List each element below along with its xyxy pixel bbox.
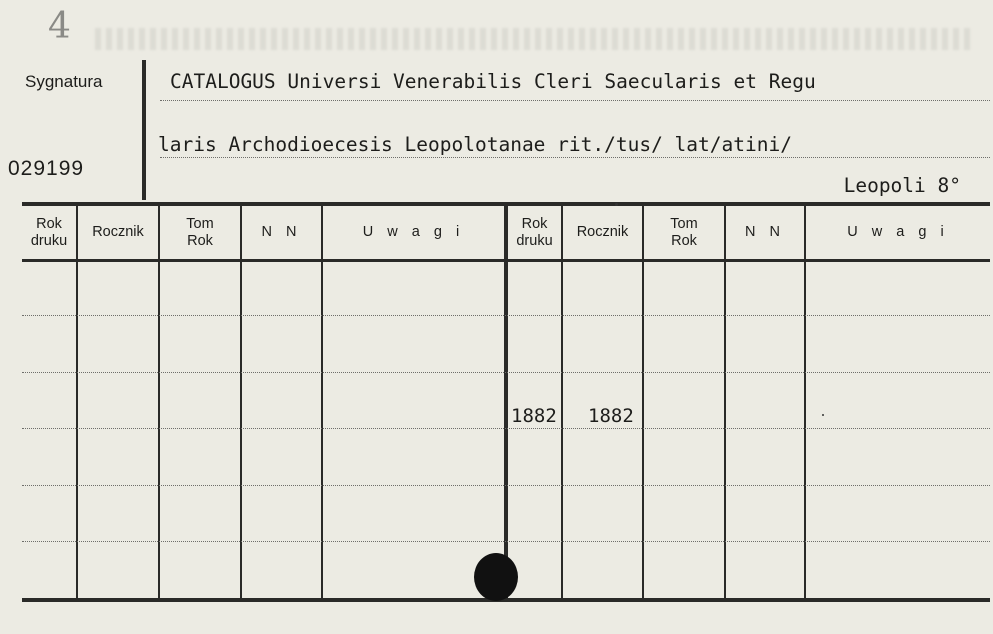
entry-rok-druku: 1882 <box>511 405 557 427</box>
column-line <box>321 205 323 598</box>
title-dotted-rule-1 <box>160 100 990 101</box>
column-line <box>642 205 644 598</box>
title-dotted-rule-2 <box>160 157 990 158</box>
ink-speck <box>615 203 618 206</box>
column-line <box>724 205 726 598</box>
header-rok-druku-right: Rok druku <box>516 215 553 249</box>
title-line-3: Leopoli 8° <box>843 174 961 197</box>
title-line-1: CATALOGUS Universi Venerabilis Cleri Saecularis et Regu <box>170 70 816 93</box>
title-line-2: laris Archodioecesis Leopolotanae rit./tus/ lat/atini/ <box>158 133 792 156</box>
ink-speck <box>822 414 824 416</box>
row-dotted-rule <box>22 541 990 542</box>
header-uwagi-left: U w a g i <box>362 224 465 240</box>
signature-label: Sygnatura <box>25 72 103 91</box>
row-dotted-rule <box>22 428 990 429</box>
row-dotted-rule <box>22 485 990 486</box>
row-dotted-rule <box>22 372 990 373</box>
signature-number: 029199 <box>8 157 85 180</box>
header-rok-druku-left: Rok druku <box>30 215 68 249</box>
entry-rocznik: 1882 <box>588 405 634 427</box>
center-column-line <box>504 205 508 598</box>
header-nn-right: N N <box>745 224 785 240</box>
header-divider <box>142 60 146 200</box>
column-line <box>240 205 242 598</box>
column-line <box>804 205 806 598</box>
column-line <box>561 205 563 598</box>
table-bottom-rule <box>22 598 990 602</box>
punch-hole <box>474 553 518 601</box>
header-uwagi-right: U w a g i <box>847 224 949 240</box>
header-tom-rok-right: Tom Rok <box>670 215 698 249</box>
header-rocznik-right: Rocznik <box>576 224 629 240</box>
header-nn-left: N N <box>261 224 302 240</box>
bleed-through-text <box>95 28 975 50</box>
pencil-corner-mark: 4 <box>48 6 71 47</box>
header-rocznik-left: Rocznik <box>92 224 144 240</box>
row-dotted-rule <box>22 315 990 316</box>
column-line <box>76 205 78 598</box>
column-line <box>158 205 160 598</box>
header-tom-rok-left: Tom Rok <box>186 215 214 249</box>
